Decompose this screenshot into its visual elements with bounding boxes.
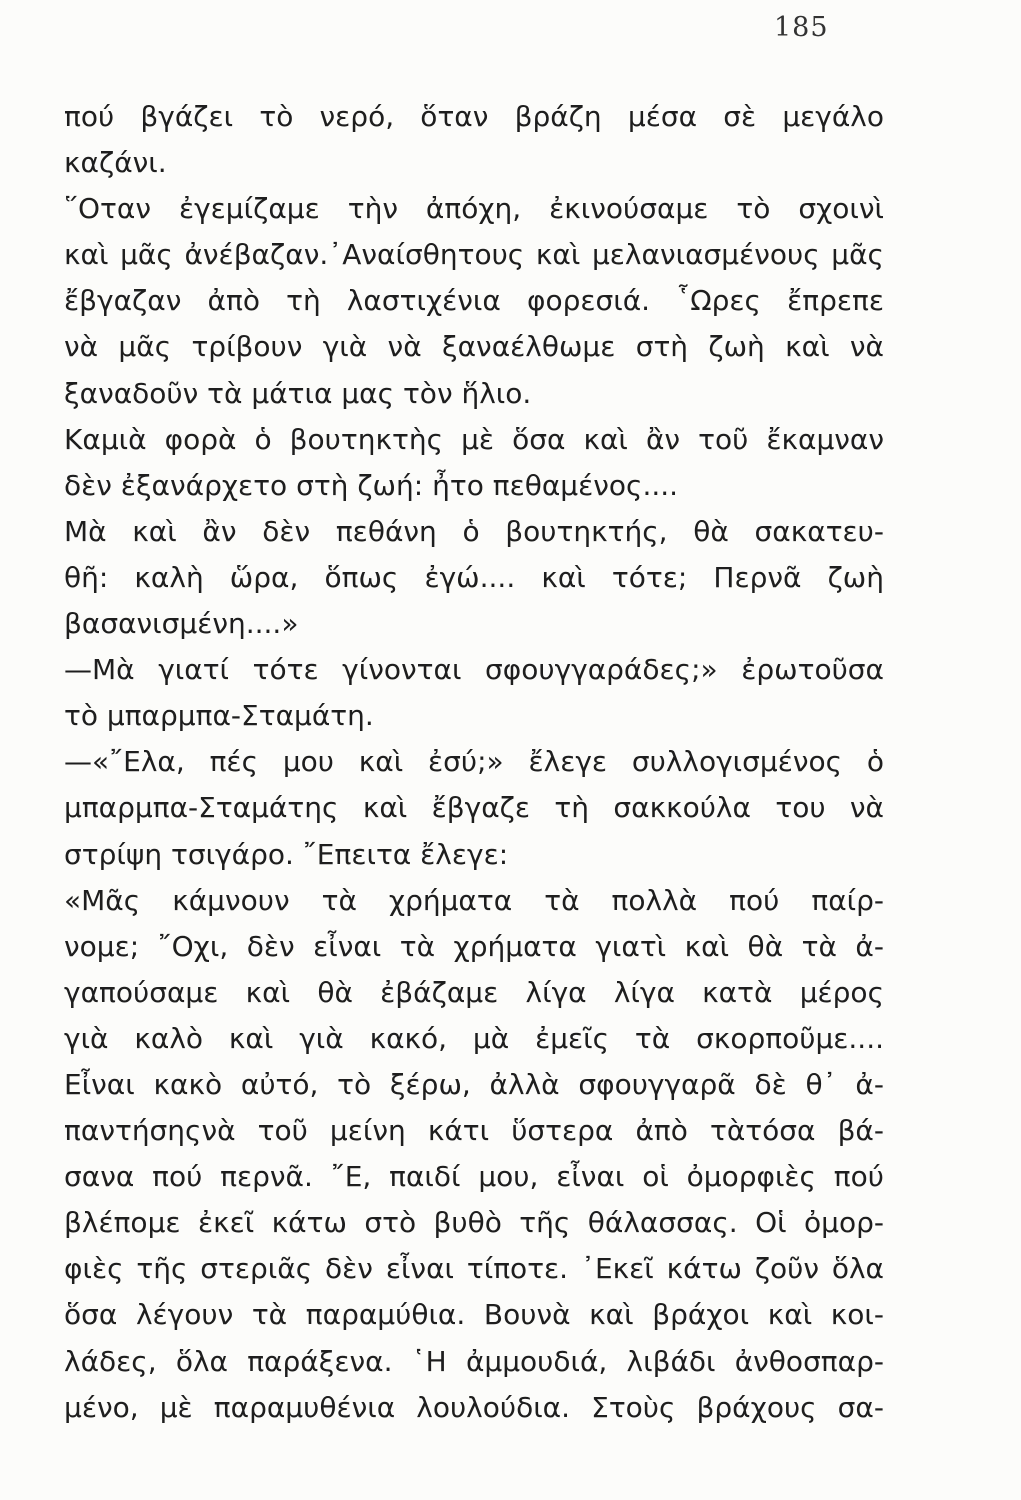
text-line: Εἶναι κακὸ αὐτό, τὸ ξέρω, ἀλλὰ σφουγγαρᾶ δὲ θ᾿ ἀ- [64, 1067, 884, 1101]
text-line: ῞Οταν ἐγεμίζαμε τὴν ἀπόχη, ἐκινούσαμε τὸ σχοινὶ [64, 192, 884, 226]
text-line: γιὰ καλὸ καὶ γιὰ κακό, μὰ ἐμεῖς τὰ σκορποῦμε.... [64, 1021, 884, 1055]
text-line: φιὲς τῆς στεριᾶς δὲν εἶναι τίποτε. ᾿Εκεῖ κάτω ζοῦν ὅλα [64, 1252, 884, 1286]
text-line: —Μὰ γιατί τότε γίνονται σφουγγαράδες;» ἐρωτοῦσα [64, 653, 884, 687]
text-line: πού βγάζει τὸ νερό, ὅταν βράζη μέσα σὲ μεγάλο [64, 100, 884, 133]
text-line: θῆ: καλὴ ὥρα, ὅπως ἐγώ.... καὶ τότε; Περνᾶ ζωὴ [64, 560, 884, 594]
text-line: παντήσηςνὰ τοῦ μείνη κάτι ὕστερα ἀπὸ τὰτόσα βά- [64, 1114, 884, 1148]
text-line: γαπούσαμε καὶ θὰ ἐβάζαμε λίγα λίγα κατὰ μέρος [64, 975, 884, 1009]
text-line: μένο, μὲ παραμυθένια λουλούδια. Στοὺς βράχους σα- [64, 1390, 884, 1424]
text-line: νὰ μᾶς τρίβουν γιὰ νὰ ξαναέλθωμε στὴ ζωὴ καὶ νὰ [64, 330, 884, 364]
text-line: σανα πού περνᾶ. ῎Ε, παιδί μου, εἶναι οἱ ὀμορφιὲς πού [64, 1160, 884, 1194]
text-line: βασανισμένη....» [64, 607, 299, 641]
text-line: ἔβγαζαν ἀπὸ τὴ λαστιχένια φορεσιά. ῟Ωρες ἔπρεπε [64, 284, 884, 318]
text-line: —«῎Ελα, πές μου καὶ ἐσύ;» ἔλεγε συλλογισμένος ὁ [64, 745, 884, 779]
text-line: νομε; ῎Οχι, δὲν εἶναι τὰ χρήματα γιατὶ καὶ θὰ τὰ ἀ- [64, 929, 884, 963]
page-number: 185 [774, 12, 829, 43]
text-line: ὅσα λέγουν τὰ παραμύθια. Βουνὰ καὶ βράχοι καὶ κοι- [64, 1298, 884, 1332]
text-line: «Μᾶς κάμνουν τὰ χρήματα τὰ πολλὰ πού παίρ- [64, 883, 884, 917]
text-line: καζάνι. [64, 146, 167, 180]
text-line: Καμιὰ φορὰ ὁ βουτηκτὴς μὲ ὅσα καὶ ἂν τοῦ ἔκαμναν [64, 422, 884, 456]
text-line: λάδες, ὅλα παράξενα. ῾Η ἀμμουδιά, λιβάδι ἀνθοσπαρ- [64, 1344, 884, 1378]
text-line: καὶ μᾶς ἀνέβαζαν.᾿Αναίσθητους καὶ μελανιασμένους μᾶς [64, 238, 884, 272]
text-line: στρίψη τσιγάρο. ῎Επειτα ἔλεγε: [64, 837, 509, 871]
text-line: ξαναδοῦν τὰ μάτια μας τὸν ἥλιο. [64, 376, 532, 410]
text-line: μπαρμπα-Σταμάτης καὶ ἔβγαζε τὴ σακκούλα του νὰ [64, 791, 884, 825]
text-line: Μὰ καὶ ἂν δὲν πεθάνη ὁ βουτηκτής, θὰ σακατευ- [64, 514, 884, 548]
text-line: τὸ μπαρμπα-Σταμάτη. [64, 699, 374, 733]
text-line: δὲν ἐξανάρχετο στὴ ζωή: ἦτο πεθαμένος.... [64, 468, 679, 502]
text-line: βλέπομε ἐκεῖ κάτω στὸ βυθὸ τῆς θάλασσας. Οἱ ὀμορ- [64, 1206, 884, 1240]
body-text [64, 94, 884, 1431]
